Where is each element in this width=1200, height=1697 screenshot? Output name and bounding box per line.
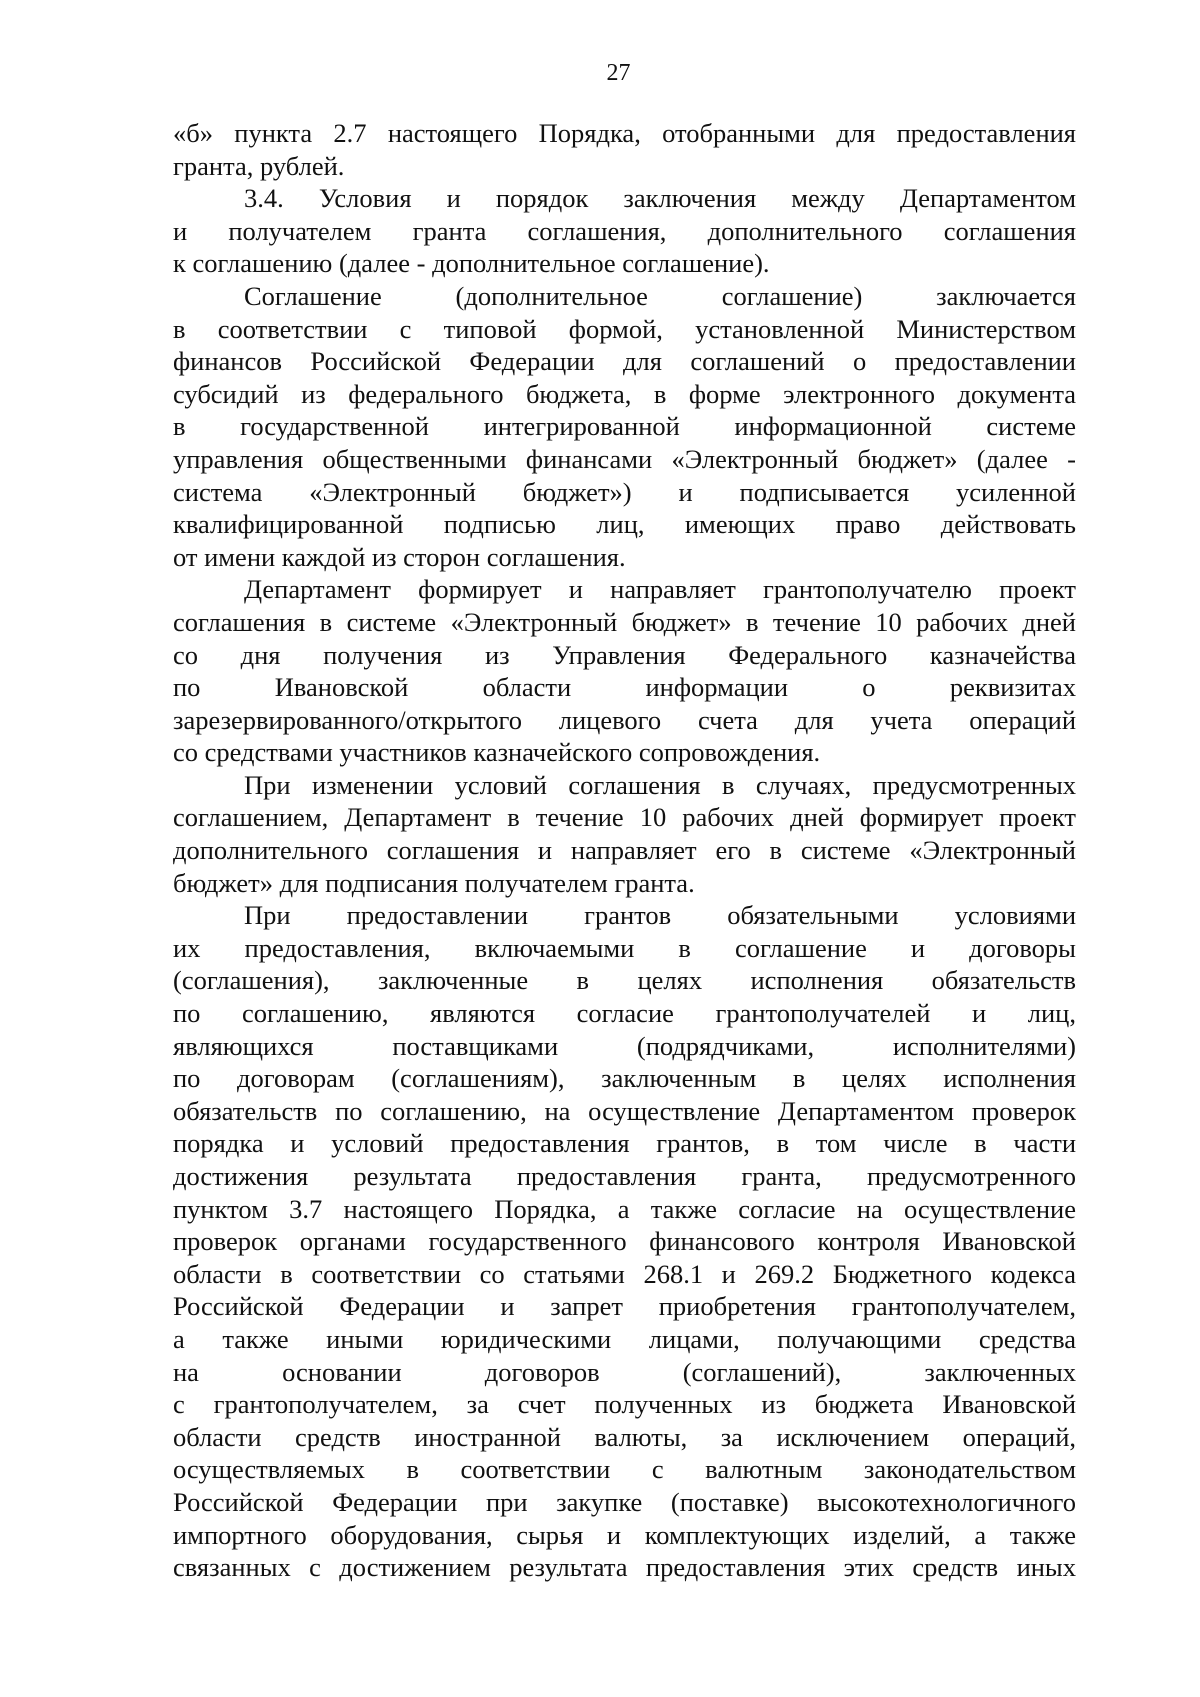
page-number: 27 (606, 60, 631, 86)
text-line: управления общественными финансами «Электронный бюджет» (далее - (173, 443, 1076, 474)
text-line: зарезервированного/открытого лицевого счета для учета операций (173, 704, 1076, 735)
text-line: При изменении условий соглашения в случаях, предусмотренных (244, 769, 1076, 800)
text-line: квалифицированной подписью лиц, имеющих право действовать (173, 509, 1076, 540)
text-line: на основании договоров (соглашений), заключенных (173, 1356, 1076, 1387)
text-line: система «Электронный бюджет») и подписывается усиленной (173, 476, 1076, 507)
paragraph (173, 769, 1076, 899)
text-line: субсидий из федерального бюджета, в форме электронного документа (173, 378, 1076, 409)
text-line: области средств иностранной валюты, за исключением операций, (173, 1421, 1076, 1452)
paragraph (173, 280, 1076, 573)
text-line: Соглашение (дополнительное соглашение) заключается (244, 280, 1076, 311)
text-line: «б» пункта 2.7 настоящего Порядка, отобранными для предоставления (173, 118, 1076, 148)
text-line: достижения результата предоставления гранта, предусмотренного (173, 1161, 1076, 1191)
paragraph (173, 573, 1076, 769)
document-body (173, 117, 1076, 1584)
text-line: соглашения в системе «Электронный бюджет» в течение 10 рабочих дней (173, 606, 1076, 637)
text-line: финансов Российской Федерации для соглашений о предоставлении (173, 346, 1076, 377)
text-line: по соглашению, являются согласие грантополучателей и лиц, (173, 998, 1076, 1029)
text-line: их предоставления, включаемыми в соглашение и договоры (173, 932, 1076, 963)
text-line: с грантополучателем, за счет полученных из бюджета Ивановской (173, 1389, 1076, 1420)
text-line: бюджет» для подписания получателем гранта. (173, 867, 695, 898)
text-line: Российской Федерации при закупке (поставке) высокотехнологичного (173, 1486, 1076, 1517)
text-line: (соглашения), заключенные в целях исполнения обязательств (173, 965, 1076, 996)
paragraph (173, 899, 1076, 1583)
text-line: Департамент формирует и направляет грантополучателю проект (244, 574, 1076, 605)
text-line: в государственной интегрированной информационной системе (173, 411, 1076, 442)
text-line: дополнительного соглашения и направляет его в системе «Электронный (173, 835, 1076, 866)
text-line: проверок органами государственного финансового контроля Ивановской (173, 1226, 1076, 1257)
text-line: области в соответствии со статьями 268.1 и 269.2 Бюджетного кодекса (173, 1258, 1076, 1289)
text-line: и получателем гранта соглашения, дополнительного соглашения (173, 215, 1076, 246)
text-line: а также иными юридическими лицами, получающими средства (173, 1323, 1076, 1354)
text-line: При предоставлении грантов обязательными условиями (244, 900, 1076, 931)
text-line: осуществляемых в соответствии с валютным законодательством (173, 1454, 1076, 1485)
text-line: в соответствии с типовой формой, установленной Министерством (173, 313, 1076, 344)
paragraph (173, 182, 1076, 280)
paragraph (173, 117, 1076, 182)
text-line: гранта, рублей. (173, 150, 345, 181)
text-line: обязательств по соглашению, на осуществление Департаментом проверок (173, 1095, 1076, 1126)
text-line: Российской Федерации и запрет приобретения грантополучателем, (173, 1291, 1076, 1322)
text-line: по Ивановской области информации о реквизитах (173, 672, 1076, 703)
text-line: со дня получения из Управления Федерального казначейства (173, 639, 1076, 670)
text-line: порядка и условий предоставления грантов, в том числе в части (173, 1128, 1076, 1159)
text-line: пунктом 3.7 настоящего Порядка, а также согласие на осуществление (173, 1193, 1076, 1224)
text-line: 3.4. Условия и порядок заключения между Департаментом (244, 183, 1076, 214)
text-line: связанных с достижением результата предоставления этих средств иных (173, 1552, 1076, 1583)
text-line: являющихся поставщиками (подрядчиками, исполнителями) (173, 1030, 1076, 1061)
text-line: соглашением, Департамент в течение 10 рабочих дней формирует проект (173, 802, 1076, 833)
text-line: импортного оборудования, сырья и комплектующих изделий, а также (173, 1519, 1076, 1550)
text-line: к соглашению (далее - дополнительное соглашение). (173, 248, 770, 279)
text-line: по договорам (соглашениям), заключенным в целях исполнения (173, 1063, 1076, 1094)
text-line: от имени каждой из сторон соглашения. (173, 541, 626, 572)
text-line: со средствами участников казначейского сопровождения. (173, 737, 821, 768)
